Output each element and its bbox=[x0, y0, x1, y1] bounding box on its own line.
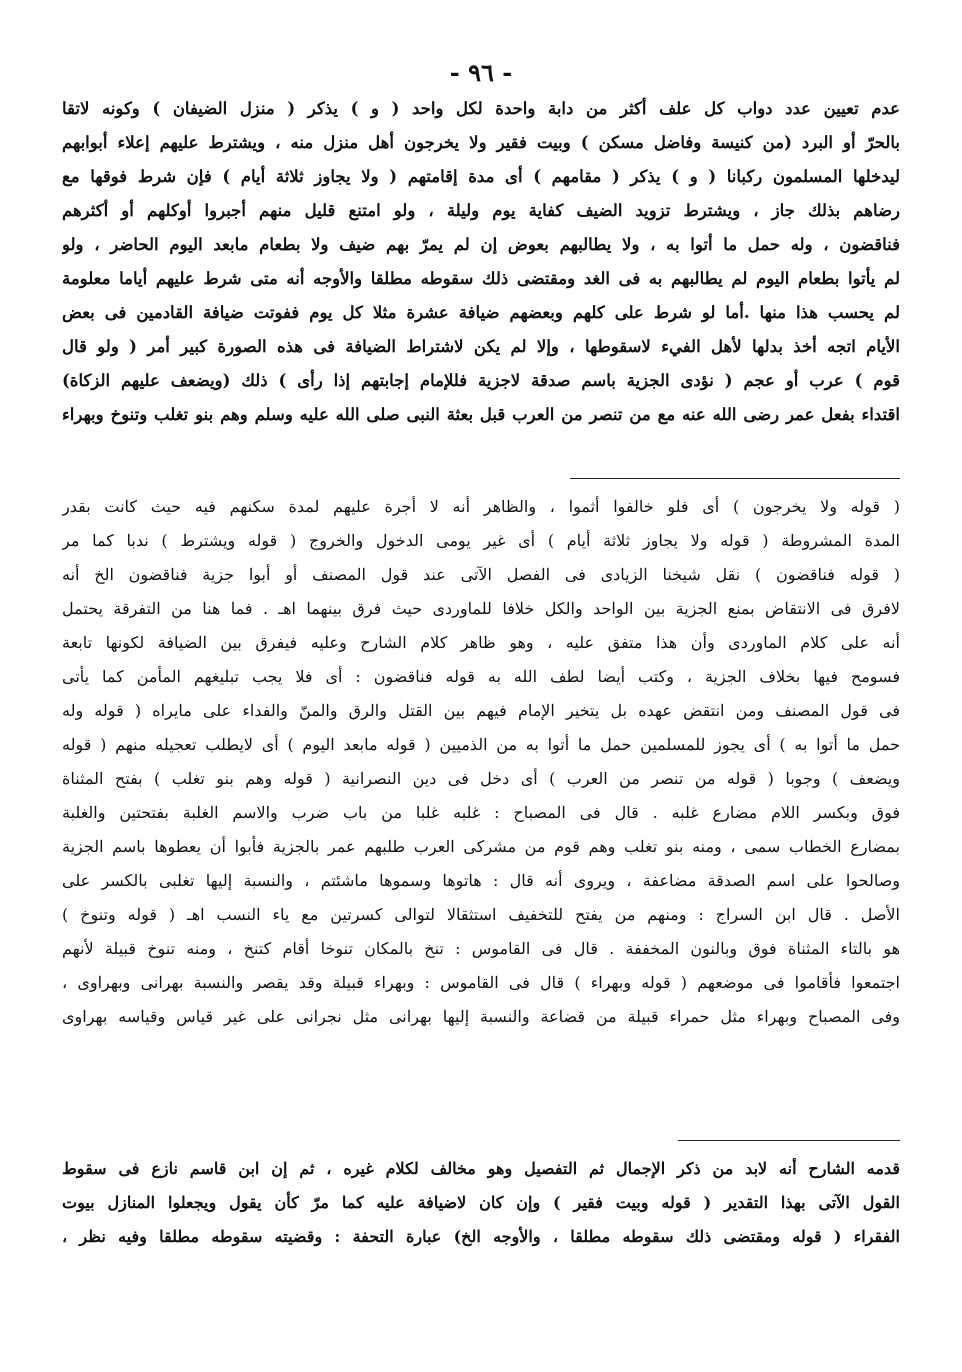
commentary-line: ويضعف ) وجوبا ( قوله من تنصر من العرب ) أى دخل فى دين النصرانية ( قوله وهم بنو تغلب ) بفتح المثناة bbox=[62, 769, 900, 788]
main-line: فناقضون ، وله حمل ما أتوا به ، ولا يطالبهم بعوض إن لم يمرّ بهم ضيف ولا بطعام مابعد اليوم الحاضر ، ولو bbox=[62, 235, 900, 254]
commentary-line: فى قول المصنف ومن انتقض عهده بل يتخير الإمام فيهم بين القتل والرق والمنّ والفداء على مايراه ( قوله وله bbox=[62, 701, 900, 720]
main-text bbox=[62, 92, 900, 432]
footnote-text bbox=[62, 1152, 900, 1254]
commentary-line: وفى المصباح وبهراء مثل حمراء قبيلة من قضاعة والنسبة إليها بهرانى مثل نجرانى على غير قياس وقياسه بهراوى bbox=[62, 1007, 900, 1026]
commentary-line: هو بالتاء المثناة فوق وبالنون المخففة . قال فى القاموس : تنخ بالمكان تنوخا أقام كتنخ ، ومنه تنوخ قبيلة لأنهم bbox=[62, 939, 900, 958]
commentary-line: لافرق فى الانتقاض بمنع الجزية بين الواحد والكل خلافا للماوردى حيث فرق بينهما اهـ . فما هنا من التفرقة يحتمل bbox=[62, 599, 900, 618]
main-line: لم يأتوا بطعام اليوم لم يطالبهم به فى الغد ومقتضى ذلك سقوطه مطلقا والأوجه أنه متى شرط عليهم أياما معلومة bbox=[62, 269, 900, 288]
commentary-line: حمل ما أتوا به ) أى يجوز للمسلمين حمل ما أتوا به من الذميين ( قوله مابعد اليوم ) أى لايطلب تعجيله منهم ( قوله bbox=[62, 735, 900, 754]
footnote-line: قدمه الشارح أنه لابد من ذكر الإجمال ثم التفصيل وهو مخالف لكلام غيره ، ثم إن ابن قاسم نازع فى سقوط bbox=[62, 1159, 900, 1178]
commentary-line: فسومح فيها بخلاف الجزية ، وكتب أيضا لطف الله به قوله فناقضون : أى فلا يجب تبليغهم المأمن كما يأتى bbox=[62, 667, 900, 686]
footnote-line: القول الآتى بهذا التقدير ( قوله وبيت فقير ) وإن كان لاضيافة عليه كما مرّ كأن يقول ويجعلوا المنازل بيوت bbox=[62, 1193, 900, 1212]
commentary-line: المدة المشروطة ( قوله ولا يجاوز ثلاثة أيام ) أى غير يومى الدخول والخروج ( قوله ويشترط ) ندبا كما مر bbox=[62, 531, 900, 550]
main-line: اقتداء بفعل عمر رضى الله عنه مع من تنصر من العرب قبل بعثة النبى صلى الله عليه وسلم وهم بنو تغلب وتنوخ وبهراء bbox=[62, 405, 900, 424]
main-line: رضاهم بذلك جاز ، ويشترط تزويد الضيف كفاية يوم وليلة ، ولو امتنع قليل منهم أجبروا أوكلهم أو أكثرهم bbox=[62, 201, 900, 220]
commentary-line: ( قوله فناقضون ) نقل شيخنا الزيادى فى الفصل الآتى عند قول المصنف أو أبوا جزية فناقضون الخ أنه bbox=[62, 565, 900, 584]
main-line: بالحرّ أو البرد (من كنيسة وفاضل مسكن ) وبيت فقير ولا يخرجون أهل منزل منه ، ويشترط عليهم إعلاء أبوابهم bbox=[62, 133, 900, 152]
commentary-line: أنه على كلام الماوردى وأن هذا متفق عليه ، وهو ظاهر كلام الشارح وعليه فيفرق بين الضيافة لكونها تابعة bbox=[62, 633, 900, 652]
main-line: عدم تعيين عدد دواب كل علف أكثر من دابة واحدة لكل واحد ( و ) يذكر ( منزل الضيفان ) وكونه لاتقا bbox=[62, 99, 900, 118]
commentary-text bbox=[62, 490, 900, 1034]
commentary-line: الأصل . قال ابن السراج : ومنهم من يفتح للتخفيف استثقالا لتوالى كسرتين مع ياء النسب اهـ ( قوله وتنوخ ) bbox=[62, 905, 900, 924]
section-divider bbox=[570, 478, 900, 479]
page-number: - ٩٦ - bbox=[449, 58, 513, 87]
section-divider bbox=[678, 1140, 900, 1141]
main-line: الأيام اتجه أخذ بدلها لأهل الفيء لاسقوطها ، وإلا لم يكن لاشتراط الضيافة فى هذه الصورة كبير أمر ( ولو قال bbox=[62, 337, 900, 356]
commentary-line: ( قوله ولا يخرجون ) أى فلو خالفوا أثموا ، والظاهر أنه لا أجرة عليهم لمدة سكنهم فيه حيث كانت بقدر bbox=[62, 497, 900, 516]
commentary-line: فوق وبكسر اللام مضارع غلبه . قال فى المصباح : غلبه غلبا من باب ضرب والاسم الغلبة بفتحتين والغلبة bbox=[62, 803, 900, 822]
main-line: لم يحسب هذا منها .أما لو شرط على كلهم وبعضهم ضيافة عشرة مثلا كل يوم ففوتت ضيافة القادمين فى بعض bbox=[62, 303, 900, 322]
commentary-line: وصالحوا على اسم الصدقة مضاعفة ، ويروى أنه قال : هاتوها وسموها ماشئتم ، والنسبة إليها تغلبى بالكسر على bbox=[62, 871, 900, 890]
commentary-line: بمضارع الخطاب سمى ، ومنه بنو تغلب وهم قوم من مشركى العرب طلبهم عمر بالجزية فأبوا أن يعطوها باسم الجزية bbox=[62, 837, 900, 856]
main-line: قوم ) عرب أو عجم ( نؤدى الجزية باسم صدقة لاجزية فللإمام إجابتهم إذا رأى ) ذلك (ويضعف عليهم الزكاة) bbox=[62, 371, 900, 390]
main-line: ليدخلها المسلمون ركبانا ( و ) يذكر ( مقامهم ) أى مدة إقامتهم ( ولا يجاوز ثلاثة أيام ) فإن شرط فوقها مع bbox=[62, 167, 900, 186]
commentary-line: اجتمعوا فأقاموا فى موضعهم ( قوله وبهراء ) قال فى القاموس : وبهراء قبيلة وقد يقصر والنسبة بهرانى وبهراوى ، bbox=[62, 973, 900, 992]
footnote-line: الفقراء ( قوله ومقتضى ذلك سقوطه مطلقا ، والأوجه الخ) عبارة التحفة : وقضيته سقوطه مطلقا وفيه نظر ، bbox=[62, 1227, 900, 1246]
